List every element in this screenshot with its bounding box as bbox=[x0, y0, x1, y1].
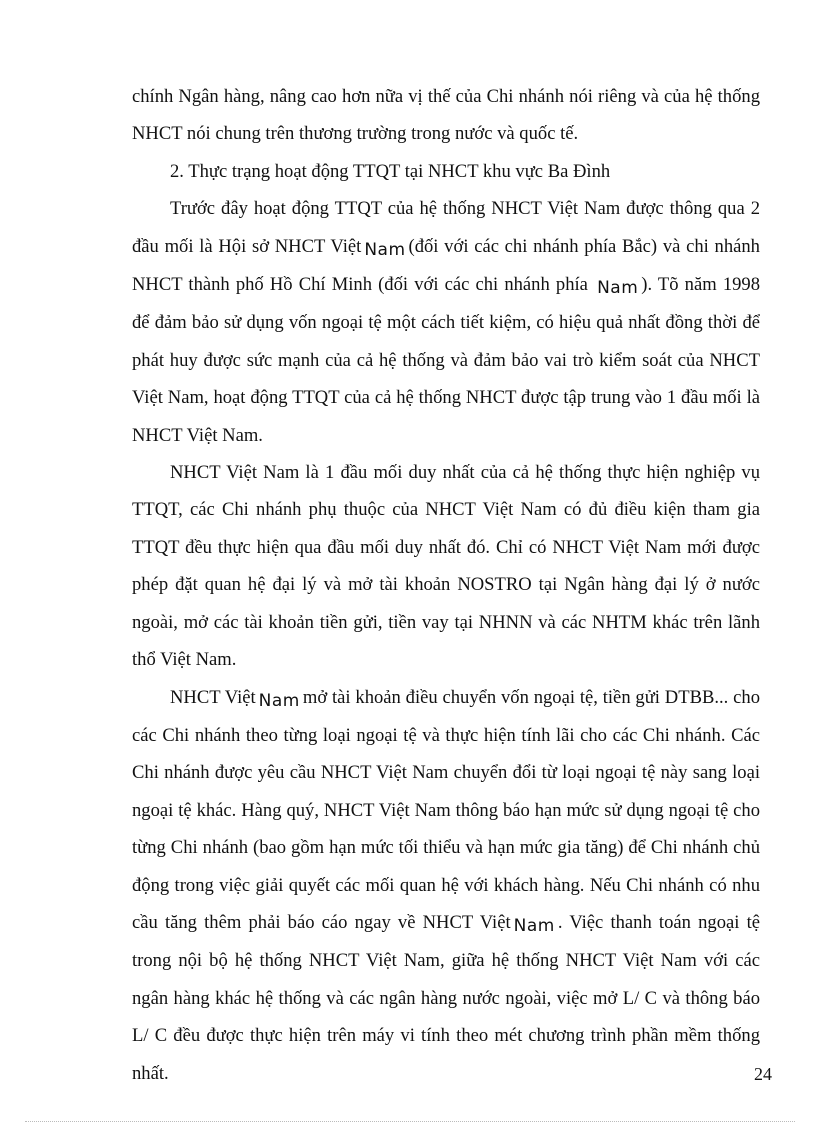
paragraph-continuation: chính Ngân hàng, nâng cao hơn nữa vị thế của Chi nhánh nói riêng và của hệ thống NHCT nói chung trên thương trường trong nước và quốc tế. bbox=[132, 86, 760, 145]
paragraph-history: Trước đây hoạt động TTQT của hệ thống NHCT Việt Nam được thông qua 2 đầu mối là Hội sở NHCT Việt Nam (đối với các chi nhánh phía Bắc) và chi nhánh NHCT thành phố Hồ Chí Minh (đối với các chi nhánh phía Nam ). Tõ năm 1998 để đảm bảo sử dụng vốn ngoại tệ một cách tiết kiệm, có hiệu quả nhất đồng thời để phát huy được sức mạnh của cả hệ thống và đảm bảo vai trò kiểm soát của NHCT Việt Nam, hoạt động TTQT của cả hệ thống NHCT được tập trung vào 1 đầu mối là NHCT Việt Nam. bbox=[132, 198, 761, 446]
paragraph-single-hub: NHCT Việt Nam là 1 đầu mối duy nhất của cả hệ thống thực hiện nghiệp vụ TTQT, các Chi nhánh phụ thuộc của NHCT Việt Nam có đủ điều kiện tham gia TTQT đều thực hiện qua đầu mối duy nhất đó. Chỉ có NHCT Việt Nam mới được phép đặt quan hệ đại lý và mở tài khoản NOSTRO tại Ngân hàng đại lý ở nước ngoài, mở các tài khoản tiền gửi, tiền vay tại NHNN và các NHTM khác trên lãnh thổ Việt Nam. bbox=[132, 462, 760, 671]
body-text bbox=[132, 78, 760, 1092]
paragraph-accounts: NHCT Việt Nam mở tài khoản điều chuyển vốn ngoại tệ, tiền gửi DTBB... cho các Chi nhánh theo từng loại ngoại tệ và thực hiện tính lãi cho các Chi nhánh. Các Chi nhánh được yêu cầu NHCT Việt Nam chuyển đổi từ loại ngoại tệ này sang loại ngoại tệ khác. Hàng quý, NHCT Việt Nam thông báo hạn mức sử dụng ngoại tệ cho từng Chi nhánh (bao gồm hạn mức tối thiểu và hạn mức gia tăng) để Chi nhánh chủ động trong việc giải quyết các mối quan hệ với khách hàng. Nếu Chi nhánh có nhu cầu tăng thêm phải báo cáo ngay về NHCT Việt Nam . Việc thanh toán ngoại tệ trong nội bộ hệ thống NHCT Việt Nam, giữa hệ thống NHCT Việt Nam với các ngân hàng khác hệ thống và các ngân hàng nước ngoài, việc mở L/ C và thông báo L/ C đều được thực hiện trên máy vi tính theo mét chương trình phần mềm thống nhất. bbox=[132, 686, 760, 1084]
section-heading: 2. Thực trạng hoạt động TTQT tại NHCT khu vực Ba Đình bbox=[170, 160, 611, 182]
page-bottom-divider bbox=[25, 1121, 795, 1122]
page-number: 24 bbox=[754, 1064, 772, 1084]
